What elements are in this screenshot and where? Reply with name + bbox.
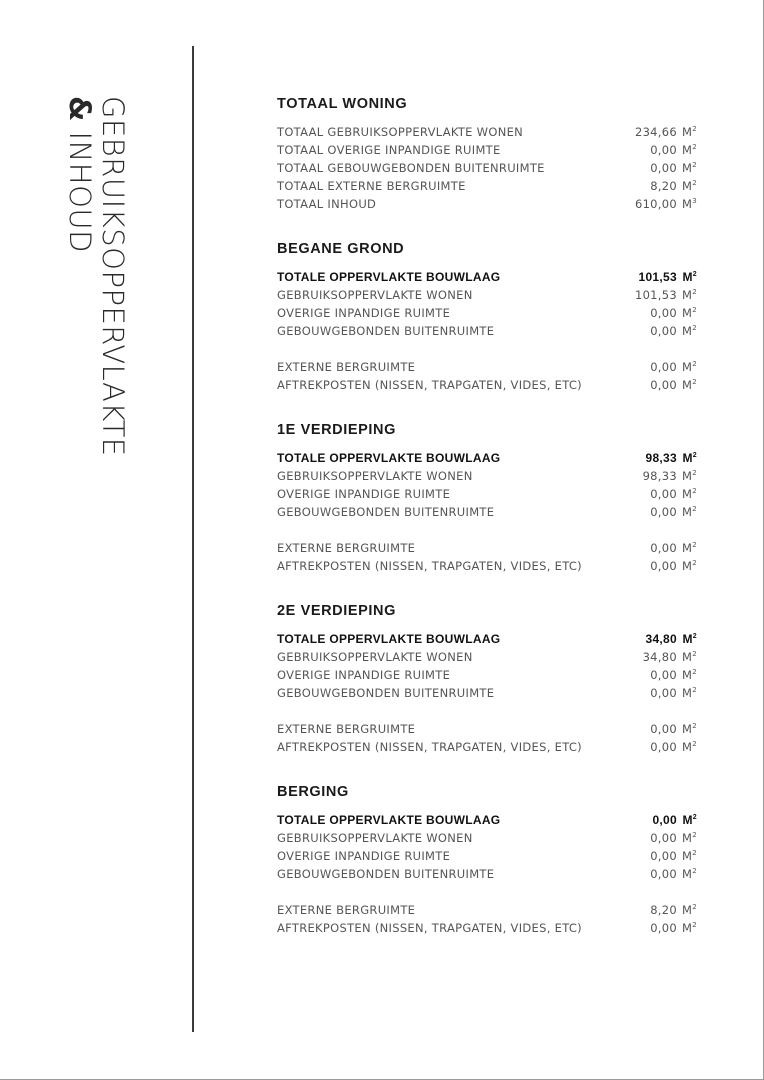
unit-letter: M — [682, 813, 693, 827]
row-unit — [677, 811, 697, 829]
row-unit — [677, 648, 697, 666]
table-row — [277, 829, 697, 847]
row-spacer — [277, 702, 697, 720]
unit-letter: M — [682, 451, 693, 465]
unit-exponent: 2 — [692, 849, 697, 857]
row-unit — [677, 177, 697, 195]
row-label: GEBRUIKSOPPERVLAKTE WONEN — [277, 650, 473, 664]
row-unit — [677, 159, 697, 177]
row-label: GEBOUWGEBONDEN BUITENRUIMTE — [277, 867, 495, 881]
unit-exponent: 2 — [692, 740, 697, 748]
row-value: 101,53 — [634, 288, 677, 302]
row-value: 234,66 — [634, 125, 677, 139]
unit-letter: M — [682, 143, 693, 157]
total-row — [277, 811, 697, 829]
unit-exponent: 2 — [692, 143, 697, 151]
row-value: 34,80 — [642, 650, 677, 664]
row-value: 0,00 — [650, 360, 677, 374]
section-title: 2E VERDIEPING — [277, 603, 396, 619]
row-unit — [677, 738, 697, 756]
row-label: AFTREKPOSTEN (NISSEN, TRAPGATEN, VIDES, ETC) — [277, 921, 582, 935]
unit-exponent: 2 — [692, 903, 697, 911]
row-value: 101,53 — [638, 270, 677, 284]
row-value: 0,00 — [650, 849, 677, 863]
unit-exponent: 2 — [692, 633, 697, 640]
section-title: 1E VERDIEPING — [277, 422, 396, 438]
row-value: 0,00 — [650, 686, 677, 700]
row-value: 34,80 — [645, 632, 677, 646]
section-title: TOTAAL WONING — [277, 96, 408, 112]
row-value: 0,00 — [650, 668, 677, 682]
row-unit — [677, 358, 697, 376]
total-row — [277, 630, 697, 648]
row-value: 8,20 — [650, 179, 677, 193]
table-row — [277, 485, 697, 503]
row-unit — [677, 268, 697, 286]
unit-letter: M — [682, 921, 693, 935]
row-unit — [677, 141, 697, 159]
unit-letter: M — [682, 541, 693, 555]
unit-exponent: 2 — [692, 541, 697, 549]
row-value: 98,33 — [645, 451, 677, 465]
unit-letter: M — [682, 722, 693, 736]
row-value: 610,00 — [634, 197, 677, 211]
table-row — [277, 467, 697, 485]
unit-letter: M — [682, 867, 693, 881]
unit-letter: M — [682, 487, 693, 501]
section — [277, 419, 697, 575]
row-unit — [677, 720, 697, 738]
row-label: EXTERNE BERGRUIMTE — [277, 360, 416, 374]
row-unit — [677, 557, 697, 575]
row-label: GEBOUWGEBONDEN BUITENRUIMTE — [277, 324, 495, 338]
row-label: GEBRUIKSOPPERVLAKTE WONEN — [277, 288, 473, 302]
table-row — [277, 322, 697, 340]
unit-exponent: 2 — [692, 650, 697, 658]
row-unit — [677, 195, 697, 213]
unit-exponent: 2 — [692, 306, 697, 314]
page-title-line1: GEBRUIKSOPPERVLAKTE — [96, 96, 130, 457]
unit-exponent: 2 — [692, 559, 697, 567]
row-label: TOTAAL GEBOUWGEBONDEN BUITENRUIMTE — [277, 161, 545, 175]
unit-letter: M — [682, 378, 693, 392]
row-unit — [677, 503, 697, 521]
table-row — [277, 376, 697, 394]
row-unit — [677, 666, 697, 684]
section — [277, 238, 697, 394]
row-value: 0,00 — [650, 740, 677, 754]
row-unit — [677, 322, 697, 340]
ampersand: & — [63, 96, 97, 122]
unit-exponent: 2 — [692, 921, 697, 929]
unit-exponent: 2 — [692, 161, 697, 169]
unit-exponent: 2 — [692, 469, 697, 477]
unit-exponent: 2 — [692, 360, 697, 368]
unit-letter: M — [682, 125, 693, 139]
unit-letter: M — [682, 161, 693, 175]
row-value: 0,00 — [650, 921, 677, 935]
row-unit — [677, 829, 697, 847]
unit-letter: M — [682, 324, 693, 338]
unit-exponent: 2 — [692, 867, 697, 875]
row-value: 0,00 — [650, 867, 677, 881]
row-label: GEBRUIKSOPPERVLAKTE WONEN — [277, 469, 473, 483]
table-row — [277, 648, 697, 666]
unit-exponent: 2 — [692, 722, 697, 730]
table-row — [277, 159, 697, 177]
row-spacer — [277, 521, 697, 539]
unit-letter: M — [682, 197, 693, 211]
row-label: TOTALE OPPERVLAKTE BOUWLAAG — [277, 813, 501, 827]
row-unit — [677, 286, 697, 304]
page-title — [63, 96, 129, 457]
row-label: OVERIGE INPANDIGE RUIMTE — [277, 487, 451, 501]
row-unit — [677, 449, 697, 467]
row-label: TOTAAL INHOUD — [277, 197, 377, 211]
row-unit — [677, 539, 697, 557]
row-unit — [677, 123, 697, 141]
row-value: 0,00 — [650, 559, 677, 573]
unit-letter: M — [682, 179, 693, 193]
table-row — [277, 304, 697, 322]
table-row — [277, 847, 697, 865]
unit-exponent: 2 — [692, 378, 697, 386]
row-unit — [677, 919, 697, 937]
unit-letter: M — [682, 903, 693, 917]
page-title-line2 — [63, 96, 96, 457]
row-label: GEBRUIKSOPPERVLAKTE WONEN — [277, 831, 473, 845]
table-row — [277, 684, 697, 702]
row-unit — [677, 901, 697, 919]
unit-exponent: 2 — [692, 505, 697, 513]
row-label: TOTALE OPPERVLAKTE BOUWLAAG — [277, 270, 501, 284]
unit-letter: M — [682, 306, 693, 320]
unit-exponent: 2 — [692, 179, 697, 187]
row-label: EXTERNE BERGRUIMTE — [277, 541, 416, 555]
table-row — [277, 286, 697, 304]
row-value: 0,00 — [650, 487, 677, 501]
unit-exponent: 2 — [692, 271, 697, 278]
row-label: OVERIGE INPANDIGE RUIMTE — [277, 668, 451, 682]
unit-exponent: 2 — [692, 288, 697, 296]
row-value: 0,00 — [650, 505, 677, 519]
unit-letter: M — [682, 650, 693, 664]
row-label: EXTERNE BERGRUIMTE — [277, 903, 416, 917]
row-label: TOTAAL GEBRUIKSOPPERVLAKTE WONEN — [277, 125, 524, 139]
row-label: AFTREKPOSTEN (NISSEN, TRAPGATEN, VIDES, ETC) — [277, 559, 582, 573]
table-row — [277, 358, 697, 376]
total-row — [277, 268, 697, 286]
row-unit — [677, 304, 697, 322]
unit-letter: M — [682, 270, 693, 284]
row-value: 0,00 — [650, 378, 677, 392]
section — [277, 781, 697, 937]
row-value: 0,00 — [650, 161, 677, 175]
row-value: 0,00 — [650, 306, 677, 320]
unit-exponent: 2 — [692, 324, 697, 332]
row-label: TOTALE OPPERVLAKTE BOUWLAAG — [277, 451, 501, 465]
row-unit — [677, 467, 697, 485]
row-spacer — [277, 340, 697, 358]
unit-letter: M — [682, 686, 693, 700]
table-row — [277, 177, 697, 195]
section — [277, 600, 697, 756]
row-label: OVERIGE INPANDIGE RUIMTE — [277, 306, 451, 320]
row-label: EXTERNE BERGRUIMTE — [277, 722, 416, 736]
row-label: TOTALE OPPERVLAKTE BOUWLAAG — [277, 632, 501, 646]
row-label: TOTAAL EXTERNE BERGRUIMTE — [277, 179, 466, 193]
unit-letter: M — [682, 360, 693, 374]
row-value: 0,00 — [650, 143, 677, 157]
table-row — [277, 195, 697, 213]
unit-letter: M — [682, 505, 693, 519]
unit-letter: M — [682, 668, 693, 682]
row-label: OVERIGE INPANDIGE RUIMTE — [277, 849, 451, 863]
unit-exponent: 2 — [692, 814, 697, 821]
unit-exponent: 3 — [692, 197, 697, 205]
row-unit — [677, 485, 697, 503]
table-row — [277, 503, 697, 521]
unit-letter: M — [682, 740, 693, 754]
vertical-divider — [192, 46, 194, 1032]
page-title-line2-text: INHOUD — [63, 131, 97, 253]
unit-letter: M — [682, 632, 693, 646]
unit-exponent: 2 — [692, 125, 697, 133]
row-value: 0,00 — [650, 324, 677, 338]
row-spacer — [277, 883, 697, 901]
table-row — [277, 865, 697, 883]
row-value: 0,00 — [650, 831, 677, 845]
table-row — [277, 539, 697, 557]
row-unit — [677, 684, 697, 702]
area-table — [277, 93, 697, 962]
row-value: 0,00 — [652, 813, 677, 827]
table-row — [277, 666, 697, 684]
table-row — [277, 557, 697, 575]
row-label: TOTAAL OVERIGE INPANDIGE RUIMTE — [277, 143, 501, 157]
row-value: 98,33 — [642, 469, 677, 483]
row-label: AFTREKPOSTEN (NISSEN, TRAPGATEN, VIDES, ETC) — [277, 740, 582, 754]
unit-letter: M — [682, 831, 693, 845]
table-row — [277, 738, 697, 756]
row-label: AFTREKPOSTEN (NISSEN, TRAPGATEN, VIDES, ETC) — [277, 378, 582, 392]
unit-exponent: 2 — [692, 668, 697, 676]
unit-letter: M — [682, 559, 693, 573]
section-title: BEGANE GROND — [277, 241, 405, 257]
section — [277, 93, 697, 213]
row-value: 0,00 — [650, 722, 677, 736]
row-unit — [677, 630, 697, 648]
row-value: 0,00 — [650, 541, 677, 555]
row-unit — [677, 865, 697, 883]
row-unit — [677, 847, 697, 865]
unit-exponent: 2 — [692, 487, 697, 495]
row-unit — [677, 376, 697, 394]
unit-letter: M — [682, 288, 693, 302]
table-row — [277, 720, 697, 738]
table-row — [277, 141, 697, 159]
row-label: GEBOUWGEBONDEN BUITENRUIMTE — [277, 505, 495, 519]
section-title: BERGING — [277, 784, 349, 800]
table-row — [277, 901, 697, 919]
unit-exponent: 2 — [692, 452, 697, 459]
row-label: GEBOUWGEBONDEN BUITENRUIMTE — [277, 686, 495, 700]
table-row — [277, 919, 697, 937]
unit-exponent: 2 — [692, 831, 697, 839]
unit-exponent: 2 — [692, 686, 697, 694]
row-value: 8,20 — [650, 903, 677, 917]
unit-letter: M — [682, 849, 693, 863]
table-row — [277, 123, 697, 141]
unit-letter: M — [682, 469, 693, 483]
total-row — [277, 449, 697, 467]
